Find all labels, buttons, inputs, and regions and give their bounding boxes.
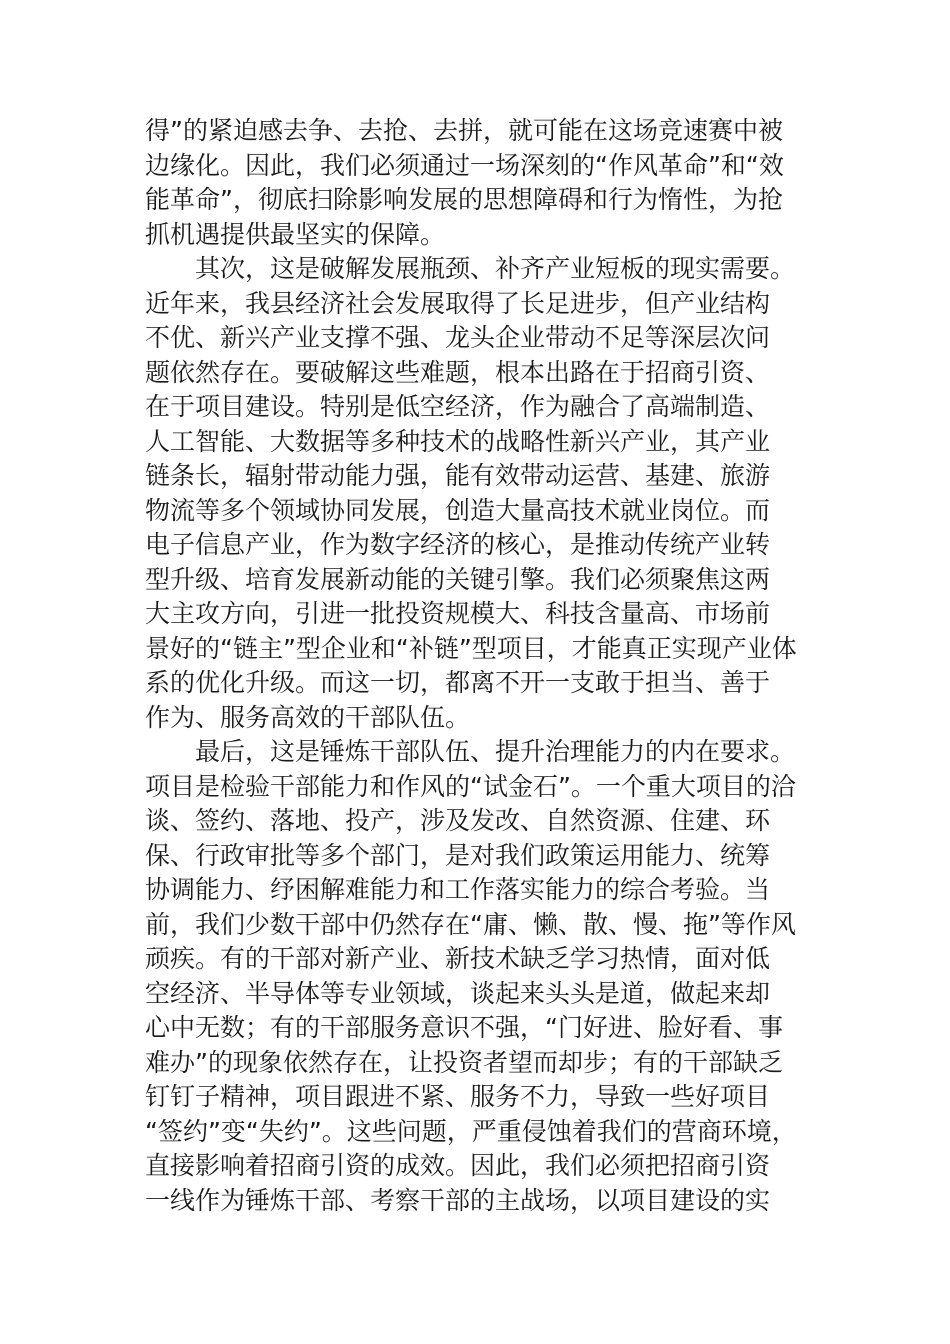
text-line: 不优、新兴产业支撑不强、龙头企业带动不足等深层次问 bbox=[145, 323, 771, 352]
paragraph-secondly bbox=[145, 252, 825, 735]
text-line: 一线作为锤炼干部、考察干部的主战场，以项目建设的实 bbox=[145, 1185, 771, 1215]
text-line: 系的优化升级。而这一切，都离不开一支敢于担当、善于 bbox=[145, 668, 771, 697]
text-line: 前，我们少数干部中仍然存在“庸、懒、散、慢、拖”等作风 bbox=[145, 909, 796, 939]
text-line: 顽疾。有的干部对新产业、新技术缺乏学习热情，面对低 bbox=[145, 944, 771, 973]
text-line: 链条长，辐射带动能力强，能有效带动运营、基建、旅游 bbox=[145, 461, 771, 490]
text-line: 保、行政审批等多个部门，是对我们政策运用能力、统筹 bbox=[145, 840, 771, 870]
text-line: 钉钉子精神，项目跟进不紧、服务不力，导致一些好项目 bbox=[145, 1082, 771, 1111]
text-line: 抓机遇提供最坚实的保障。 bbox=[145, 219, 446, 249]
paragraph-finally bbox=[145, 735, 825, 1218]
text-line: 景好的“链主”型企业和“补链”型项目，才能真正实现产业体 bbox=[145, 633, 797, 663]
text-line: 题依然存在。要破解这些难题，根本出路在于招商引资、 bbox=[145, 357, 771, 387]
text-line: 最后，这是锤炼干部队伍、提升治理能力的内在要求。 bbox=[195, 737, 796, 766]
text-line: 项目是检验干部能力和作风的“试金石”。一个重大项目的洽 bbox=[145, 771, 796, 801]
text-line: 人工智能、大数据等多种技术的战略性新兴产业，其产业 bbox=[145, 426, 771, 456]
text-line: 直接影响着招商引资的成效。因此，我们必须把招商引资 bbox=[145, 1151, 771, 1180]
text-line: 协调能力、纾困解难能力和工作落实能力的综合考验。当 bbox=[145, 875, 771, 904]
text-line: 电子信息产业，作为数字经济的核心，是推动传统产业转 bbox=[145, 530, 771, 559]
text-line: 在于项目建设。特别是低空经济，作为融合了高端制造、 bbox=[145, 392, 771, 421]
text-line: 物流等多个领域协同发展，创造大量高技术就业岗位。而 bbox=[145, 495, 771, 525]
text-line: 边缘化。因此，我们必须通过一场深刻的“作风革命”和“效 bbox=[145, 150, 784, 180]
text-line: 心中无数；有的干部服务意识不强，“门好进、脸好看、事 bbox=[145, 1013, 783, 1042]
text-line: 谈、签约、落地、投产，涉及发改、自然资源、住建、环 bbox=[145, 806, 771, 835]
text-line: 近年来，我县经济社会发展取得了长足进步，但产业结构 bbox=[145, 288, 771, 318]
text-line: 空经济、半导体等专业领域，谈起来头头是道，做起来却 bbox=[145, 978, 771, 1008]
text-line: 能革命”，彻底扫除影响发展的思想障碍和行为惰性，为抢 bbox=[145, 185, 783, 214]
text-line: 其次，这是破解发展瓶颈、补齐产业短板的现实需要。 bbox=[195, 254, 796, 283]
body-text bbox=[145, 114, 825, 1218]
paragraph-continuation bbox=[145, 114, 825, 252]
text-line: 大主攻方向，引进一批投资规模大、科技含量高、市场前 bbox=[145, 599, 771, 628]
text-line: 难办”的现象依然存在，让投资者望而却步；有的干部缺乏 bbox=[145, 1047, 783, 1077]
text-line: 型升级、培育发展新动能的关键引擎。我们必须聚焦这两 bbox=[145, 564, 771, 594]
text-line: “签约”变“失约”。这些问题，严重侵蚀着我们的营商环境， bbox=[145, 1116, 797, 1146]
text-line: 得”的紧迫感去争、去抢、去拼，就可能在这场竞速赛中被 bbox=[145, 116, 783, 145]
text-line: 作为、服务高效的干部队伍。 bbox=[145, 702, 471, 732]
